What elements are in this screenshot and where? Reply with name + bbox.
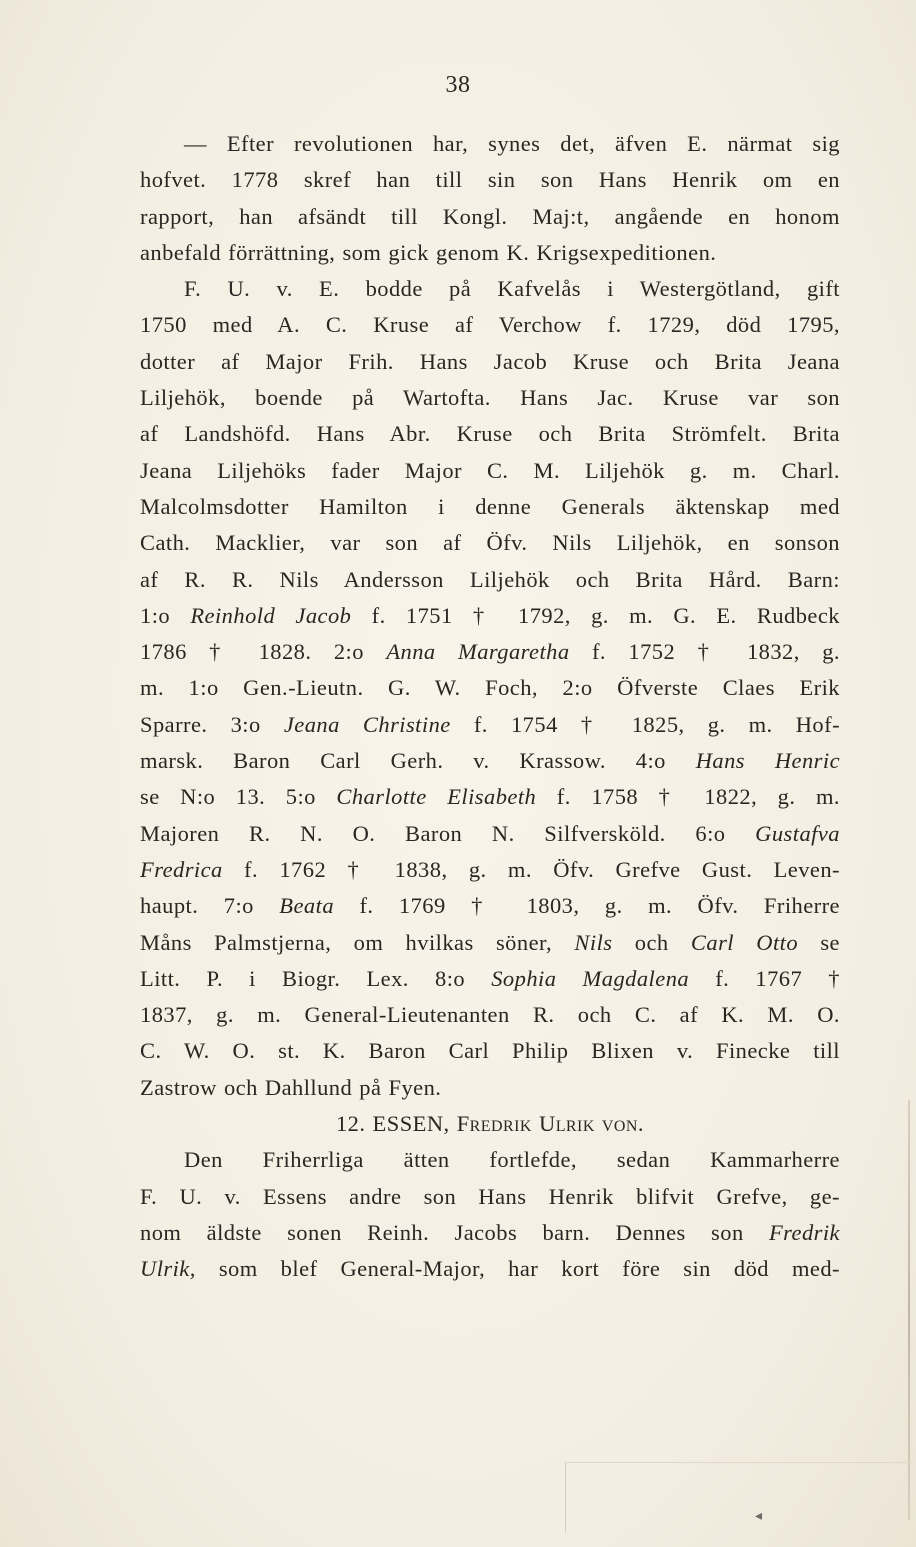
- text-line: hofvet. 1778 skref han till sin son Hans Henrik om en: [140, 167, 840, 193]
- text-run: f. 1751 † 1792, g. m. G. E. Rudbeck: [351, 602, 840, 628]
- text-run: och: [612, 929, 691, 955]
- text-run: haupt. 7:o: [140, 893, 280, 919]
- text-run: 1:o: [140, 602, 191, 628]
- text-line: Liljehök, boende på Wartofta. Hans Jac. Kruse var son: [140, 385, 840, 411]
- paragraph-3: [140, 1142, 840, 1287]
- paragraph-2: [140, 271, 840, 1106]
- text-run: f. 1769 † 1803, g. m. Öfv. Friherre: [334, 893, 840, 919]
- text-line: rapport, han afsändt till Kongl. Maj:t, angående en honom: [140, 203, 840, 229]
- child-name: Fredrica: [140, 856, 223, 882]
- text-line: [140, 852, 840, 888]
- text-line: [140, 707, 840, 743]
- child-name: Sophia Magdalena: [491, 965, 690, 991]
- text-run: se N:o 13. 5:o: [140, 784, 337, 810]
- child-name: Reinhold Jacob: [190, 602, 352, 628]
- text-line: af R. R. Nils Andersson Liljehök och Brita Hård. Barn:: [140, 566, 840, 592]
- child-name: Carl Otto: [690, 929, 799, 955]
- text-line: Cath. Macklier, var son af Öfv. Nils Liljehök, en sonson: [140, 530, 840, 556]
- text-line: F. U. v. E. bodde på Kafvelås i Westergötland, gift: [184, 276, 840, 302]
- child-name: Nils: [574, 929, 613, 955]
- text-line: [140, 961, 840, 997]
- text-run: marsk. Baron Carl Gerh. v. Krassow. 4:o: [140, 748, 696, 774]
- text-line: — Efter revolutionen har, synes det, äfven E. närmat sig: [184, 131, 840, 156]
- child-name: Charlotte Elisabeth: [336, 784, 537, 810]
- text-line: af Landshöfd. Hans Abr. Kruse och Brita Strömfelt. Brita: [140, 421, 840, 447]
- text-line: 1750 med A. C. Kruse af Verchow f. 1729, död 1795,: [140, 312, 840, 338]
- text-run: f. 1758 † 1822, g. m.: [536, 784, 840, 810]
- text-run: Måns Palmstjerna, om hvilkas söner,: [140, 929, 575, 955]
- text-line: [140, 816, 840, 852]
- child-name: Jeana Christine: [283, 711, 451, 737]
- text-line: [140, 1215, 840, 1251]
- section-given-names: Fredrik Ulrik von.: [456, 1111, 645, 1137]
- person-name: Ulrik,: [140, 1256, 196, 1282]
- text-run: Majoren R. N. O. Baron N. Silfversköld. 6:o: [140, 820, 756, 846]
- text-run: Litt. P. i Biogr. Lex. 8:o: [140, 965, 492, 991]
- text-line: [140, 779, 840, 815]
- paragraph-1: [140, 126, 840, 271]
- text-run: nom äldste sonen Reinh. Jacobs barn. Dennes son: [140, 1219, 769, 1245]
- text-line: anbefald förrättning, som gick genom K. Krigsexpeditionen.: [140, 239, 717, 265]
- text-line: Jeana Liljehöks fader Major C. M. Liljehök g. m. Charl.: [140, 457, 840, 483]
- arrow-mark-icon: ◂: [755, 1509, 763, 1524]
- child-name: Hans Henric: [695, 748, 841, 774]
- body-text: [140, 126, 840, 1288]
- text-line: 1837, g. m. General-Lieutenanten R. och C. af K. M. O.: [140, 1002, 840, 1028]
- section-number: 12.: [335, 1111, 366, 1137]
- text-run: se: [798, 929, 840, 955]
- text-line: m. 1:o Gen.-Lieutn. G. W. Foch, 2:o Öfverste Claes Erik: [140, 675, 840, 701]
- text-run: som blef General-Major, har kort före sin död med-: [195, 1256, 840, 1282]
- text-line: [140, 925, 840, 961]
- text-line: [140, 1106, 840, 1142]
- text-run: f. 1752 † 1832, g.: [569, 639, 840, 665]
- child-name: Anna Margaretha: [386, 639, 570, 665]
- scan-artifact: [565, 1462, 911, 1533]
- text-run: f. 1762 † 1838, g. m. Öfv. Grefve Gust. Leven-: [222, 856, 840, 882]
- text-line: dotter af Major Frih. Hans Jacob Kruse och Brita Jeana: [140, 348, 840, 374]
- text-run: f. 1754 † 1825, g. m. Hof-: [450, 711, 841, 737]
- text-run: Sparre. 3:o: [140, 711, 284, 737]
- person-name: Fredrik: [768, 1219, 840, 1245]
- text-line: [140, 743, 840, 779]
- text-line: [140, 598, 840, 634]
- text-line: Malcolmsdotter Hamilton i denne Generals äktenskap med: [140, 493, 840, 519]
- text-run: f. 1767 †: [689, 965, 840, 991]
- section-surname: ESSEN,: [372, 1111, 450, 1137]
- text-line: C. W. O. st. K. Baron Carl Philip Blixen v. Finecke till: [140, 1038, 840, 1064]
- text-line: [140, 888, 840, 924]
- text-line: F. U. v. Essens andre son Hans Henrik blifvit Grefve, ge-: [140, 1183, 840, 1209]
- page-number: 38: [445, 72, 471, 98]
- text-line: [140, 1251, 840, 1287]
- text-line: Zastrow och Dahllund på Fyen.: [140, 1074, 442, 1100]
- text-line: [140, 634, 840, 670]
- child-name: Beata: [279, 893, 335, 919]
- section-heading: [140, 1106, 840, 1142]
- text-run: 1786 † 1828. 2:o: [140, 639, 387, 665]
- text-line: Den Friherrliga ätten fortlefde, sedan Kammarherre: [184, 1147, 840, 1173]
- page-edge-shadow: [908, 1100, 910, 1520]
- child-name: Gustafva: [755, 820, 840, 846]
